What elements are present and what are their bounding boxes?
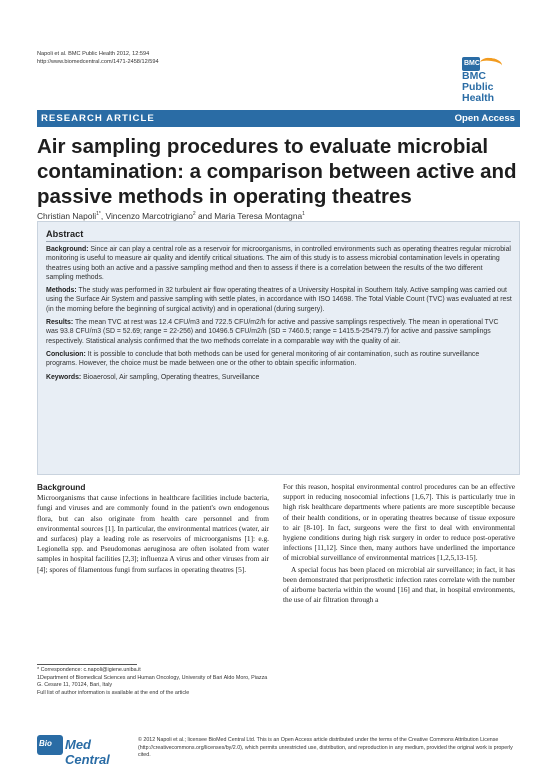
article-type-banner bbox=[37, 110, 520, 127]
abstract-methods bbox=[46, 286, 512, 314]
logo-mark bbox=[462, 57, 480, 71]
body-paragraph: A special focus has been placed on microbial air surveillance; in fact, it has been demonstrated that periprosthetic infection rates correlate with the number of airborne bacteria within the wound [16] and that, in hospital environments, the use of air filtration through a bbox=[283, 564, 515, 605]
conclusion-text: It is possible to conclude that both methods can be used for general monitoring of air contamination, such as routine surveillance programs. However, the choice must be made between one or the other to obtain specific information. bbox=[46, 350, 480, 368]
citation-block bbox=[37, 50, 159, 66]
background-text: Since air can play a central role as a reservoir for microorganisms, in controlled environments such as operating theatres regular microbial monitoring is useful to measure air quality and identify critical situations. The aim of this study is to assess microbial contamination levels in operating theatres using both an active and a passive sampling method and then to assess if there is a correlation between the results of the two different sampling methods. bbox=[46, 246, 511, 281]
publisher-logo-text: Med Central bbox=[65, 737, 110, 767]
footnote-block bbox=[37, 667, 269, 697]
article-title: Air sampling procedures to evaluate microbial contamination: a comparison between active and passive methods in operating theatres bbox=[37, 135, 517, 208]
methods-label: Methods: bbox=[46, 287, 77, 295]
body-paragraph: For this reason, hospital environmental control procedures can be an effective support in reducing nosocomial infections [1,6,7]. This is particularly true in high risk healthcare departments where patients are more susceptible because of their health conditions, or in operating theatres because of tissue exposure to air [8-10]. In fact, surgeons were the first to deal with environmental hygiene conditions during high risk surgery in order to reduce post-operative infections [11,12]. Since then, many authors have underlined the importance of microbial surveillance of environmental matrices [1,2,5,13-15]. bbox=[283, 482, 515, 563]
conclusion-label: Conclusion: bbox=[46, 350, 86, 358]
background-label: Background: bbox=[46, 246, 89, 253]
citation-journal: Napoli et al. BMC Public Health 2012, 12:594 bbox=[37, 51, 150, 57]
author-list: Christian Napoli$^{1*}$, Vincenzo Marcotrigiano$^2$ and Maria Teresa Montagna$^1$ bbox=[37, 211, 305, 221]
journal-logo[interactable] bbox=[462, 57, 518, 104]
methods-text: The study was performed in 32 turbulent air flow operating theatres of a University Hospital in Southern Italy. Active sampling was carried out using the Surface Air System and passive sampling with settle plates, in accordance with ISO 14698. The Total Viable Count (TVC) was evaluated at rest (in the morning before the beginning of surgical activity) and in operational (during surgery). bbox=[46, 287, 512, 313]
affiliation-line: 1Department of Biomedical Sciences and Human Oncology, University of Bari Aldo Moro, Piazza G. Cesare 11, 70124, Bari, Italy bbox=[37, 674, 268, 689]
body-paragraph: Microorganisms that cause infections in healthcare facilities include bacteria, fungi and viruses and are commonly found in the patient's own endogenous flora, but can also originate from health care personnel and from environmental sources [1]. In particular, the environmental matrices (water, air and surfaces) play a leading role as reservoirs of microorganisms [1]: e.g. Legionella spp. and Pseudomonas aeruginosa are often isolated from water samples in hospital facilities [2,3]; influenza A virus and other viruses from air [4]; spores of filamentous fungi from surfaces in operating theatres [5]. bbox=[37, 493, 269, 574]
abstract-results bbox=[46, 318, 512, 346]
results-text: The mean TVC at rest was 12.4 CFU/m3 and 722.5 CFU/m2/h for active and passive samplings respectively. The mean in operational TVC was 93.8 CFU/m3 (SD = 52.69; range = 22-256) and 10496.5 CFU/m2/h (SD = 7460.5; range = 1415.5-25479.7) for active and passive samplings respectively. Statistical analysis confirmed that the two methods correlate in a comparable way with the quality of air. bbox=[46, 319, 499, 345]
body-column-right bbox=[283, 482, 515, 606]
body-column-left bbox=[37, 482, 269, 576]
abstract-body bbox=[46, 245, 512, 386]
publisher-logo-mark bbox=[37, 735, 63, 755]
keywords-label: Keywords: bbox=[46, 373, 82, 381]
abstract-conclusion bbox=[46, 350, 512, 369]
results-label: Results: bbox=[46, 319, 74, 327]
logo-mark-text: BMC bbox=[464, 60, 480, 67]
author-info-note: Full list of author information is available at the end of the article bbox=[37, 689, 190, 696]
article-type: RESEARCH ARTICLE bbox=[41, 113, 155, 124]
abstract-box bbox=[37, 221, 520, 475]
abstract-keywords bbox=[46, 373, 512, 382]
abstract-divider bbox=[46, 241, 511, 242]
logo-text bbox=[462, 71, 518, 104]
copyright-notice: © 2012 Napoli et al.; licensee BioMed Central Ltd. This is an Open Access article distributed under the terms of the Creative Commons Attribution License (http://creativecommons.org/licenses/by/2.0), which permits unrestricted use, distribution, and reproduction in any medium, provided the original work is properly cited. bbox=[138, 737, 513, 758]
abstract-background bbox=[46, 245, 512, 282]
correspondence-line: * Correspondence: c.napoli@igiene.uniba.it bbox=[37, 667, 141, 673]
logo-line2: Public Health bbox=[462, 81, 495, 104]
keywords-text: Bioaerosol, Air sampling, Operating theatres, Surveillance bbox=[81, 373, 260, 381]
publisher-logo[interactable] bbox=[37, 735, 131, 767]
section-heading-background: Background bbox=[37, 482, 86, 492]
publisher-logo-mark-text: Bio bbox=[39, 739, 52, 748]
logo-line1: BMC bbox=[462, 70, 486, 82]
citation-url[interactable]: http://www.biomedcentral.com/1471-2458/12/594 bbox=[37, 59, 159, 65]
footnote-divider bbox=[37, 664, 137, 665]
abstract-heading: Abstract bbox=[46, 229, 84, 239]
open-access-label: Open Access bbox=[454, 113, 515, 124]
